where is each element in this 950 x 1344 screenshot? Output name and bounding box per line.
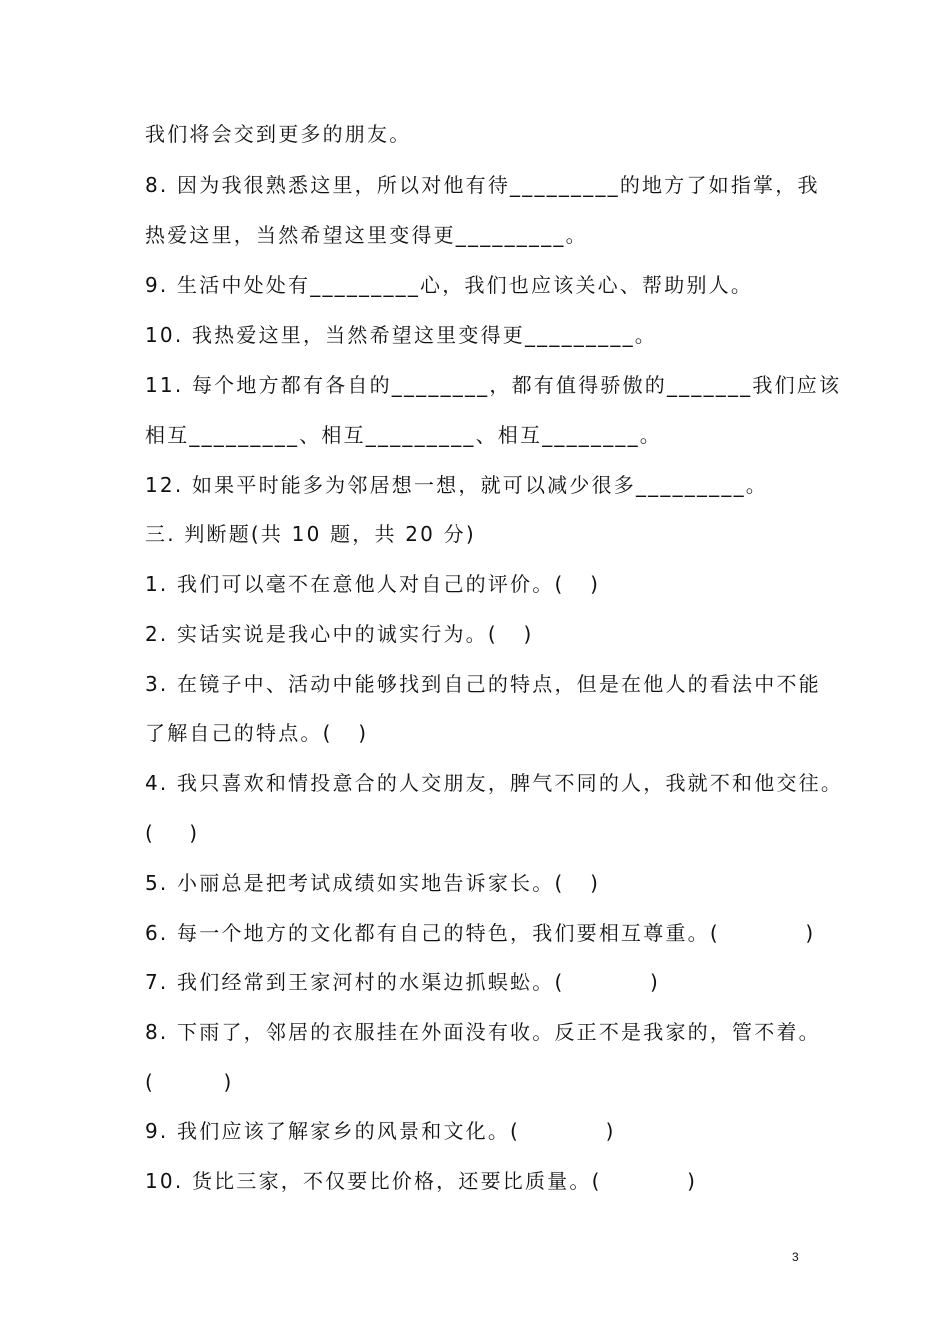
- judgement-question-8-line-2: ( ): [145, 1070, 234, 1094]
- question-11-line-1: 11. 每个地方都有各自的________，都有值得骄傲的_______我们应该: [145, 373, 842, 397]
- judgement-question-10: 10. 货比三家，不仅要比价格，还要比质量。( ): [145, 1169, 698, 1193]
- judgement-question-3-line-2: 了解自己的特点。( ): [145, 721, 369, 745]
- judgement-question-1: 1. 我们可以毫不在意他人对自己的评价。( ): [145, 572, 601, 596]
- question-12: 12. 如果平时能多为邻居想一想，就可以减少很多_________。: [145, 473, 768, 497]
- question-9: 9. 生活中处处有_________心，我们也应该关心、帮助别人。: [145, 273, 754, 297]
- judgement-question-4-line-1: 4. 我只喜欢和情投意合的人交朋友，脾气不同的人，我就不和他交往。: [145, 771, 844, 795]
- question-8-line-2: 热爱这里，当然希望这里变得更_________。: [145, 223, 588, 247]
- judgement-question-5: 5. 小丽总是把考试成绩如实地告诉家长。( ): [145, 871, 601, 895]
- question-11-line-2: 相互_________、相互_________、相互________。: [145, 423, 662, 447]
- judgement-question-2: 2. 实话实说是我心中的诚实行为。( ): [145, 622, 534, 646]
- judgement-question-9: 9. 我们应该了解家乡的风景和文化。( ): [145, 1119, 616, 1143]
- judgement-question-7: 7. 我们经常到王家河村的水渠边抓蜈蚣。( ): [145, 970, 661, 994]
- question-8-line-1: 8. 因为我很熟悉这里，所以对他有待_________的地方了如指掌，我: [145, 173, 820, 197]
- text-line: 我们将会交到更多的朋友。: [145, 122, 412, 146]
- judgement-question-8-line-1: 8. 下雨了，邻居的衣服挂在外面没有收。反正不是我家的，管不着。: [145, 1020, 821, 1044]
- question-10: 10. 我热爱这里，当然希望这里变得更_________。: [145, 323, 657, 347]
- section-heading: 三. 判断题(共 10 题，共 20 分): [145, 522, 476, 546]
- judgement-question-4-line-2: ( ): [145, 821, 200, 845]
- page-number: 3: [792, 1250, 799, 1264]
- judgement-question-3-line-1: 3. 在镜子中、活动中能够找到自己的特点，但是在他人的看法中不能: [145, 672, 821, 696]
- judgement-question-6: 6. 每一个地方的文化都有自己的特色，我们要相互尊重。( ): [145, 921, 816, 945]
